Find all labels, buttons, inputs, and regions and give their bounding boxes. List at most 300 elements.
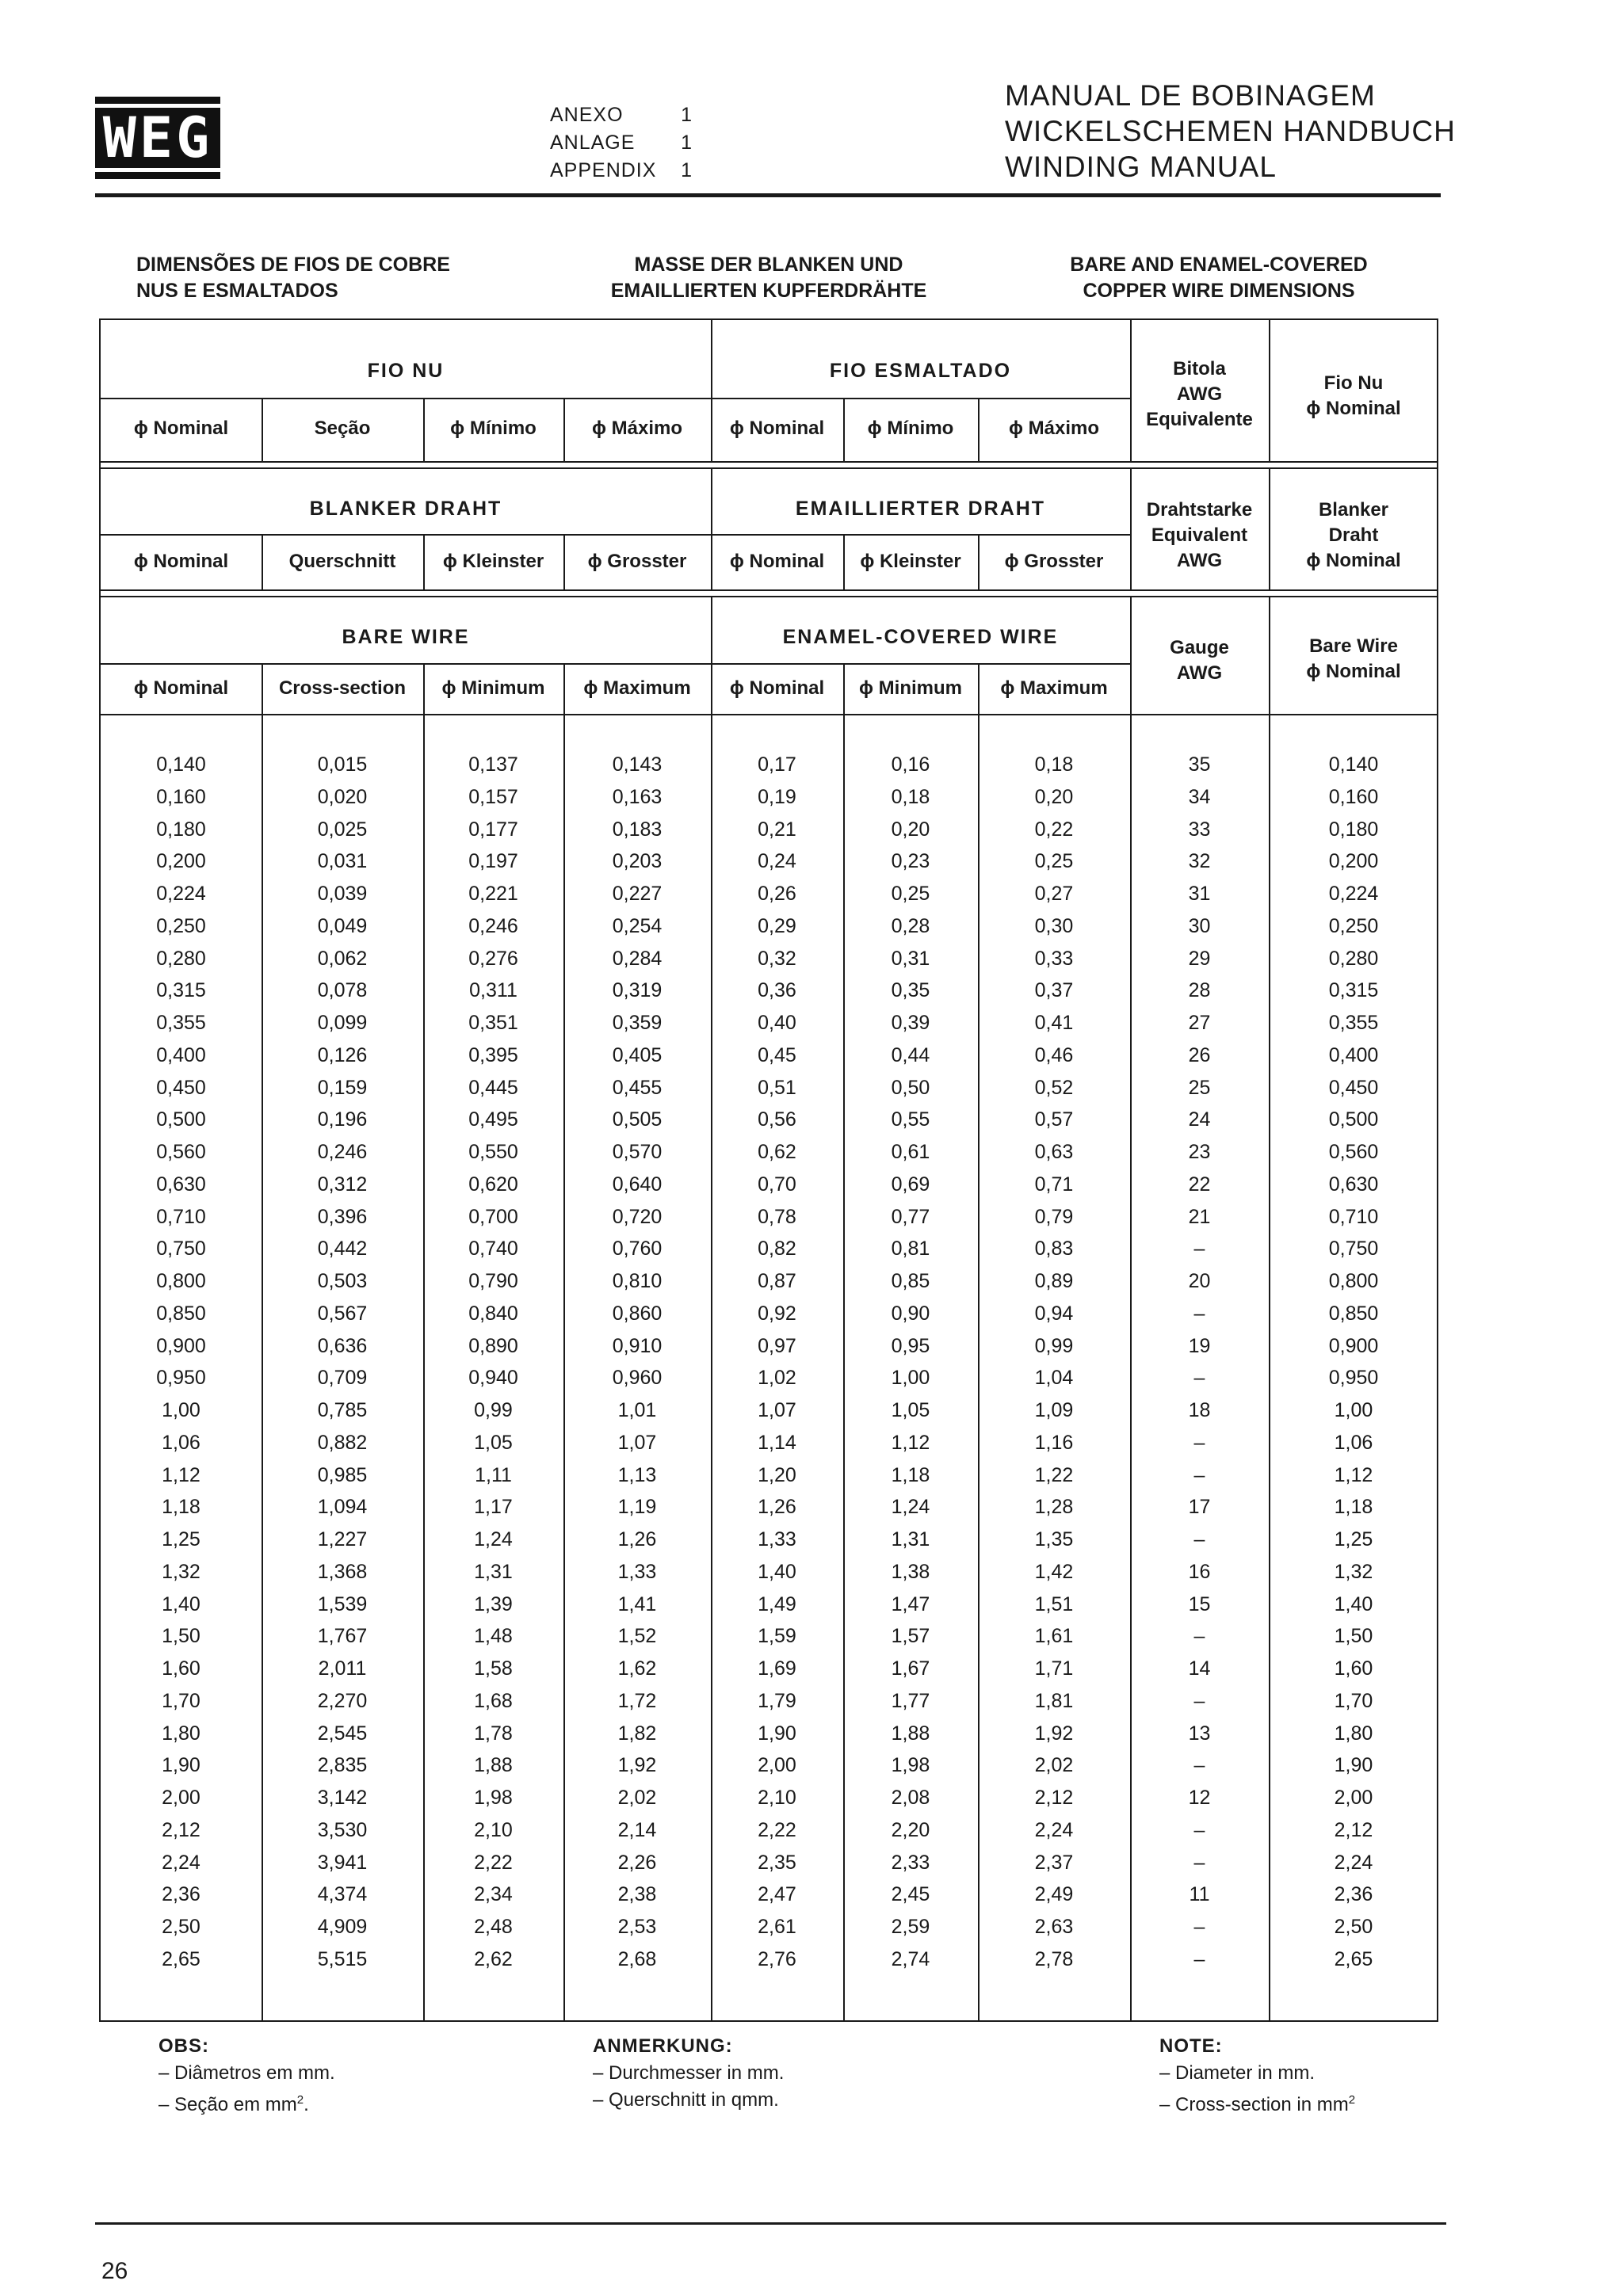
cell-enamel-nominal: 0,40 — [758, 1012, 796, 1034]
header-rule — [95, 193, 1441, 197]
cell-enamel-nominal: 1,49 — [758, 1592, 796, 1615]
note-title: NOTE: — [1159, 2035, 1223, 2057]
note-line: – Diameter in mm. — [1159, 2062, 1316, 2084]
header-line: Equivalent — [1151, 524, 1248, 546]
cell-bare-wire-nominal: 0,450 — [1328, 1076, 1379, 1099]
table-row — [101, 1072, 1437, 1104]
annex-number: 1 — [681, 104, 693, 126]
cell-cross-section: 0,078 — [317, 979, 368, 1002]
cell-bare-wire-nominal: 0,710 — [1328, 1205, 1379, 1228]
cell-enamel-nominal: 0,19 — [758, 785, 796, 808]
cell-enamel-nominal: 0,32 — [758, 947, 796, 970]
cell-bare-nominal: 0,315 — [156, 979, 206, 1002]
cell-enamel-minimum: 0,31 — [891, 947, 930, 970]
cell-bare-nominal: 1,32 — [162, 1560, 200, 1583]
cell-bare-nominal: 0,500 — [156, 1108, 206, 1131]
cell-cross-section: 4,374 — [317, 1883, 368, 1906]
note-title: OBS: — [158, 2035, 209, 2057]
cell-bare-nominal: 1,60 — [162, 1657, 200, 1680]
cell-bare-nominal: 1,18 — [162, 1496, 200, 1519]
table-row — [101, 974, 1437, 1007]
cell-bare-maximum: 2,14 — [617, 1818, 657, 1841]
cell-enamel-minimum: 1,47 — [891, 1592, 930, 1615]
cell-bare-wire-nominal: 0,400 — [1328, 1043, 1379, 1066]
col-header: ϕ Nominal — [133, 551, 229, 572]
cell-enamel-nominal: 1,90 — [758, 1722, 796, 1745]
cell-enamel-minimum: 1,38 — [891, 1560, 930, 1583]
manual-title — [1005, 78, 1456, 185]
cell-bare-nominal: 2,36 — [162, 1883, 200, 1906]
table-row — [101, 1718, 1437, 1750]
cell-bare-wire-nominal: 2,12 — [1334, 1818, 1373, 1841]
header-separator — [101, 589, 1437, 597]
cell-bare-nominal: 0,180 — [156, 818, 206, 841]
cell-bare-wire-nominal: 1,32 — [1334, 1560, 1373, 1583]
cell-bare-maximum: 0,720 — [612, 1205, 663, 1228]
group-header-right: EMAILLIERTER DRAHT — [795, 498, 1046, 520]
cell-enamel-minimum: 1,31 — [891, 1528, 930, 1550]
cell-enamel-maximum: 0,25 — [1034, 850, 1074, 873]
cell-enamel-minimum: 0,50 — [891, 1076, 930, 1099]
cell-bare-wire-nominal: 1,25 — [1334, 1528, 1373, 1550]
cell-bare-wire-nominal: 1,06 — [1334, 1431, 1373, 1454]
cell-awg-gauge: – — [1193, 1689, 1205, 1712]
cell-enamel-maximum: 2,37 — [1034, 1851, 1074, 1874]
cell-bare-minimum: 2,62 — [474, 1947, 513, 1970]
note-superscript: 2 — [296, 2093, 304, 2107]
annex-label: ANEXO — [550, 104, 624, 126]
cell-bare-minimum: 1,78 — [474, 1722, 513, 1745]
table-row — [101, 1427, 1437, 1459]
subtitle-line: BARE AND ENAMEL-COVERED — [1070, 254, 1368, 276]
cell-cross-section: 0,039 — [317, 883, 368, 905]
col-header: ϕ Máximo — [591, 418, 682, 439]
cell-bare-nominal: 0,400 — [156, 1043, 206, 1066]
cell-bare-wire-nominal: 0,160 — [1328, 785, 1379, 808]
cell-enamel-maximum: 0,41 — [1034, 1012, 1074, 1034]
cell-enamel-maximum: 1,61 — [1034, 1625, 1074, 1648]
cell-bare-wire-nominal: 0,355 — [1328, 1012, 1379, 1034]
cell-bare-wire-nominal: 1,12 — [1334, 1463, 1373, 1486]
logo-bar-bottom — [95, 172, 220, 179]
cell-cross-section: 0,049 — [317, 914, 368, 937]
cell-cross-section: 0,099 — [317, 1012, 368, 1034]
cell-cross-section: 2,011 — [318, 1657, 367, 1680]
cell-enamel-maximum: 0,27 — [1034, 883, 1074, 905]
cell-bare-maximum: 0,810 — [612, 1270, 663, 1292]
cell-bare-maximum: 0,455 — [612, 1076, 663, 1099]
cell-enamel-maximum: 0,94 — [1034, 1302, 1074, 1325]
cell-bare-wire-nominal: 1,00 — [1334, 1399, 1373, 1421]
cell-cross-section: 1,227 — [317, 1528, 368, 1550]
row-divider — [101, 398, 1130, 399]
cell-cross-section: 0,020 — [317, 785, 368, 808]
cell-bare-maximum: 0,910 — [612, 1334, 663, 1357]
cell-enamel-minimum: 1,57 — [891, 1625, 930, 1648]
cell-cross-section: 0,196 — [317, 1108, 368, 1131]
cell-enamel-minimum: 0,35 — [891, 979, 930, 1002]
cell-cross-section: 3,530 — [317, 1818, 368, 1841]
cell-bare-nominal: 0,560 — [156, 1141, 206, 1163]
cell-bare-maximum: 1,01 — [617, 1399, 657, 1421]
cell-enamel-maximum: 2,63 — [1034, 1916, 1074, 1938]
cell-bare-minimum: 0,550 — [468, 1141, 518, 1163]
cell-enamel-nominal: 0,17 — [758, 753, 796, 776]
cell-awg-gauge: 35 — [1188, 753, 1211, 776]
cell-bare-maximum: 2,53 — [617, 1916, 657, 1938]
cell-awg-gauge: 31 — [1188, 883, 1211, 905]
cell-bare-wire-nominal: 2,65 — [1334, 1947, 1373, 1970]
cell-enamel-maximum: 0,99 — [1034, 1334, 1074, 1357]
cell-bare-minimum: 2,48 — [474, 1916, 513, 1938]
table-row — [101, 1524, 1437, 1556]
cell-enamel-maximum: 2,24 — [1034, 1818, 1074, 1841]
header-line: AWG — [1176, 550, 1223, 571]
cell-cross-section: 0,031 — [317, 850, 368, 873]
col-header: ϕ Grosster — [1004, 551, 1104, 572]
cell-bare-wire-nominal: 0,200 — [1328, 850, 1379, 873]
header-line: Blanker — [1318, 499, 1389, 521]
cell-cross-section: 0,062 — [317, 947, 368, 970]
cell-bare-minimum: 0,137 — [468, 753, 518, 776]
table-row — [101, 1298, 1437, 1330]
header-line: Draht — [1328, 524, 1379, 546]
cell-bare-minimum: 0,495 — [468, 1108, 518, 1131]
cell-bare-maximum: 1,07 — [617, 1431, 657, 1454]
cell-enamel-minimum: 2,08 — [891, 1787, 930, 1809]
cell-bare-wire-nominal: 0,950 — [1328, 1367, 1379, 1390]
cell-enamel-nominal: 1,33 — [758, 1528, 796, 1550]
cell-enamel-minimum: 2,20 — [891, 1818, 930, 1841]
cell-cross-section: 0,312 — [317, 1173, 368, 1196]
annex-line-en — [550, 157, 693, 185]
cell-bare-wire-nominal: 0,315 — [1328, 979, 1379, 1002]
col-header: ϕ Nominal — [729, 551, 825, 572]
cell-enamel-minimum: 0,23 — [891, 850, 930, 873]
note-superscript: 2 — [1348, 2093, 1356, 2107]
cell-cross-section: 5,515 — [317, 1947, 368, 1970]
cell-bare-minimum: 2,34 — [474, 1883, 513, 1906]
cell-bare-maximum: 1,19 — [617, 1496, 657, 1519]
cell-enamel-maximum: 1,81 — [1034, 1689, 1074, 1712]
note-line — [1159, 2087, 1355, 2119]
cell-cross-section: 0,442 — [317, 1238, 368, 1261]
cell-bare-minimum: 0,99 — [474, 1399, 513, 1421]
wire-dimensions-table — [99, 318, 1438, 2022]
cell-enamel-nominal: 2,00 — [758, 1754, 796, 1777]
col-header: ϕ Nominal — [729, 677, 825, 699]
header-line: Bare Wire — [1309, 635, 1398, 657]
cell-bare-minimum: 0,395 — [468, 1043, 518, 1066]
table-row — [101, 1685, 1437, 1718]
cell-awg-gauge: – — [1193, 1851, 1205, 1874]
cell-cross-section: 0,246 — [317, 1141, 368, 1163]
cell-bare-minimum: 0,276 — [468, 947, 518, 970]
cell-cross-section: 0,396 — [317, 1205, 368, 1228]
cell-bare-maximum: 0,570 — [612, 1141, 663, 1163]
subtitle-line: DIMENSÕES DE FIOS DE COBRE — [136, 254, 450, 276]
annex-label: ANLAGE — [550, 132, 636, 154]
cell-enamel-minimum: 2,33 — [891, 1851, 930, 1874]
cell-enamel-minimum: 0,18 — [891, 785, 930, 808]
cell-bare-minimum: 0,790 — [468, 1270, 518, 1292]
cell-enamel-minimum: 1,98 — [891, 1754, 930, 1777]
cell-cross-section: 0,503 — [317, 1270, 368, 1292]
table-row — [101, 1362, 1437, 1394]
annex-label: APPENDIX — [550, 159, 657, 181]
table-row — [101, 1556, 1437, 1589]
cell-bare-nominal: 2,00 — [162, 1787, 200, 1809]
subtitle-line: COPPER WIRE DIMENSIONS — [1083, 280, 1355, 302]
manual-title-de: WICKELSCHEMEN HANDBUCH — [1005, 115, 1456, 147]
cell-enamel-nominal: 1,26 — [758, 1496, 796, 1519]
cell-bare-minimum: 0,157 — [468, 785, 518, 808]
cell-cross-section: 2,835 — [317, 1754, 368, 1777]
cell-bare-minimum: 1,88 — [474, 1754, 513, 1777]
cell-enamel-nominal: 2,61 — [758, 1916, 796, 1938]
cell-awg-gauge: 16 — [1188, 1560, 1211, 1583]
cell-awg-gauge: – — [1193, 1528, 1205, 1550]
note-line: – Diâmetros em mm. — [158, 2062, 335, 2084]
cell-enamel-minimum: 0,28 — [891, 914, 930, 937]
table-row — [101, 1007, 1437, 1039]
table-row — [101, 1201, 1437, 1234]
cell-bare-maximum: 0,284 — [612, 947, 663, 970]
table-row — [101, 845, 1437, 878]
cell-enamel-minimum: 0,69 — [891, 1173, 930, 1196]
cell-bare-minimum: 0,351 — [468, 1012, 518, 1034]
cell-enamel-maximum: 0,46 — [1034, 1043, 1074, 1066]
cell-enamel-maximum: 2,78 — [1034, 1947, 1074, 1970]
table-row — [101, 1394, 1437, 1427]
cell-bare-maximum: 1,82 — [617, 1722, 657, 1745]
cell-bare-nominal: 1,00 — [162, 1399, 200, 1421]
cell-awg-gauge: 18 — [1188, 1399, 1211, 1421]
col-header-awg — [1130, 498, 1269, 574]
cell-enamel-nominal: 0,36 — [758, 979, 796, 1002]
cell-enamel-nominal: 0,26 — [758, 883, 796, 905]
cell-enamel-maximum: 1,35 — [1034, 1528, 1074, 1550]
cell-enamel-minimum: 0,77 — [891, 1205, 930, 1228]
cell-enamel-maximum: 0,89 — [1034, 1270, 1074, 1292]
cell-enamel-nominal: 0,78 — [758, 1205, 796, 1228]
cell-bare-maximum: 1,13 — [617, 1463, 657, 1486]
header-line: AWG — [1176, 662, 1223, 684]
table-row — [101, 1459, 1437, 1492]
cell-bare-maximum: 0,203 — [612, 850, 663, 873]
subtitle-pt — [136, 252, 450, 304]
cell-awg-gauge: 13 — [1188, 1722, 1211, 1745]
header-line: ϕ Nominal — [1306, 550, 1401, 571]
table-row — [101, 1878, 1437, 1911]
col-header-awg — [1130, 635, 1269, 686]
col-header: ϕ Máximo — [1008, 418, 1099, 439]
cell-bare-minimum: 1,31 — [474, 1560, 513, 1583]
cell-enamel-maximum: 0,22 — [1034, 818, 1074, 841]
cell-enamel-minimum: 0,16 — [891, 753, 930, 776]
col-header: ϕ Grosster — [587, 551, 687, 572]
table-row — [101, 1653, 1437, 1685]
header-line: ϕ Nominal — [1306, 398, 1401, 419]
note-de — [593, 2033, 784, 2114]
cell-bare-nominal: 2,24 — [162, 1851, 200, 1874]
cell-cross-section: 1,767 — [317, 1625, 368, 1648]
cell-bare-wire-nominal: 1,50 — [1334, 1625, 1373, 1648]
header-line: Equivalente — [1146, 409, 1253, 430]
cell-enamel-nominal: 1,59 — [758, 1625, 796, 1648]
cell-enamel-maximum: 1,28 — [1034, 1496, 1074, 1519]
cell-bare-wire-nominal: 2,24 — [1334, 1851, 1373, 1874]
header-block-de — [101, 469, 1437, 589]
cell-bare-wire-nominal: 2,50 — [1334, 1916, 1373, 1938]
cell-enamel-nominal: 0,82 — [758, 1238, 796, 1261]
cell-bare-maximum: 0,319 — [612, 979, 663, 1002]
cell-enamel-minimum: 1,67 — [891, 1657, 930, 1680]
cell-bare-wire-nominal: 0,280 — [1328, 947, 1379, 970]
cell-enamel-minimum: 1,00 — [891, 1367, 930, 1390]
cell-cross-section: 1,368 — [317, 1560, 368, 1583]
cell-enamel-nominal: 1,79 — [758, 1689, 796, 1712]
cell-bare-wire-nominal: 2,00 — [1334, 1787, 1373, 1809]
col-header: ϕ Nominal — [133, 677, 229, 699]
cell-cross-section: 0,015 — [317, 753, 368, 776]
cell-enamel-maximum: 2,49 — [1034, 1883, 1074, 1906]
table-row — [101, 1589, 1437, 1621]
cell-bare-nominal: 1,70 — [162, 1689, 200, 1712]
cell-enamel-minimum: 2,45 — [891, 1883, 930, 1906]
cell-bare-minimum: 0,221 — [468, 883, 518, 905]
footer-rule — [95, 2222, 1446, 2225]
cell-enamel-maximum: 0,57 — [1034, 1108, 1074, 1131]
cell-awg-gauge: 17 — [1188, 1496, 1211, 1519]
table-row — [101, 943, 1437, 975]
cell-awg-gauge: – — [1193, 1367, 1205, 1390]
cell-bare-nominal: 0,224 — [156, 883, 206, 905]
cell-bare-minimum: 1,98 — [474, 1787, 513, 1809]
cell-bare-maximum: 0,960 — [612, 1367, 663, 1390]
col-header-bare-nominal — [1269, 498, 1438, 574]
cell-enamel-nominal: 0,45 — [758, 1043, 796, 1066]
cell-cross-section: 0,567 — [317, 1302, 368, 1325]
table-row — [101, 1782, 1437, 1814]
cell-bare-minimum: 0,620 — [468, 1173, 518, 1196]
cell-awg-gauge: 25 — [1188, 1076, 1211, 1099]
col-header: ϕ Kleinster — [442, 551, 544, 572]
table-row — [101, 749, 1437, 781]
cell-bare-nominal: 1,12 — [162, 1463, 200, 1486]
col-header-awg — [1130, 357, 1269, 433]
cell-bare-maximum: 0,860 — [612, 1302, 663, 1325]
cell-bare-wire-nominal: 0,750 — [1328, 1238, 1379, 1261]
cell-bare-wire-nominal: 0,224 — [1328, 883, 1379, 905]
cell-bare-nominal: 0,630 — [156, 1173, 206, 1196]
cell-enamel-maximum: 1,04 — [1034, 1367, 1074, 1390]
page-number: 26 — [101, 2258, 128, 2284]
col-header: ϕ Maximum — [1000, 677, 1108, 699]
annex-number: 1 — [681, 159, 693, 181]
cell-bare-wire-nominal: 0,850 — [1328, 1302, 1379, 1325]
cell-bare-wire-nominal: 0,500 — [1328, 1108, 1379, 1131]
cell-bare-minimum: 1,39 — [474, 1592, 513, 1615]
cell-enamel-nominal: 1,14 — [758, 1431, 796, 1454]
col-header: ϕ Nominal — [729, 418, 825, 439]
cell-enamel-nominal: 0,97 — [758, 1334, 796, 1357]
cell-enamel-nominal: 1,40 — [758, 1560, 796, 1583]
cell-bare-minimum: 0,890 — [468, 1334, 518, 1357]
cell-enamel-nominal: 1,02 — [758, 1367, 796, 1390]
cell-cross-section: 3,941 — [317, 1851, 368, 1874]
cell-enamel-maximum: 1,51 — [1034, 1592, 1074, 1615]
cell-enamel-nominal: 0,70 — [758, 1173, 796, 1196]
annex-block — [550, 101, 693, 185]
cell-bare-minimum: 1,24 — [474, 1528, 513, 1550]
group-header-left: FIO NU — [367, 360, 445, 382]
cell-bare-wire-nominal: 1,18 — [1334, 1496, 1373, 1519]
cell-awg-gauge: – — [1193, 1302, 1205, 1325]
cell-bare-maximum: 1,26 — [617, 1528, 657, 1550]
cell-enamel-maximum: 0,79 — [1034, 1205, 1074, 1228]
cell-bare-maximum: 1,72 — [617, 1689, 657, 1712]
note-line — [158, 2087, 335, 2119]
cell-cross-section: 3,142 — [317, 1787, 368, 1809]
cell-bare-minimum: 0,840 — [468, 1302, 518, 1325]
cell-bare-maximum: 0,163 — [612, 785, 663, 808]
cell-bare-minimum: 0,940 — [468, 1367, 518, 1390]
cell-bare-maximum: 0,143 — [612, 753, 663, 776]
cell-cross-section: 0,025 — [317, 818, 368, 841]
col-header: ϕ Mínimo — [867, 418, 954, 439]
cell-enamel-nominal: 2,22 — [758, 1818, 796, 1841]
cell-enamel-maximum: 1,09 — [1034, 1399, 1074, 1421]
cell-bare-nominal: 0,355 — [156, 1012, 206, 1034]
note-text: – Cross-section in mm — [1159, 2094, 1349, 2115]
col-header: Cross-section — [278, 677, 407, 699]
cell-bare-maximum: 0,505 — [612, 1108, 663, 1131]
cell-bare-minimum: 0,311 — [469, 979, 517, 1002]
cell-bare-wire-nominal: 0,560 — [1328, 1141, 1379, 1163]
cell-bare-maximum: 1,62 — [617, 1657, 657, 1680]
subtitle-line: MASSE DER BLANKEN UND — [634, 254, 903, 276]
cell-enamel-minimum: 1,18 — [891, 1463, 930, 1486]
cell-enamel-minimum: 1,88 — [891, 1722, 930, 1745]
annex-number: 1 — [681, 132, 693, 154]
cell-enamel-nominal: 2,35 — [758, 1851, 796, 1874]
cell-bare-nominal: 0,140 — [156, 753, 206, 776]
cell-bare-nominal: 1,80 — [162, 1722, 200, 1745]
cell-cross-section: 0,709 — [317, 1367, 368, 1390]
cell-bare-wire-nominal: 0,630 — [1328, 1173, 1379, 1196]
note-title: ANMERKUNG: — [593, 2035, 733, 2057]
cell-bare-minimum: 0,197 — [468, 850, 518, 873]
cell-enamel-maximum: 0,18 — [1034, 753, 1074, 776]
col-header: Seção — [314, 418, 371, 439]
cell-bare-maximum: 2,02 — [617, 1787, 657, 1809]
cell-bare-maximum: 1,52 — [617, 1625, 657, 1648]
cell-awg-gauge: 20 — [1188, 1270, 1211, 1292]
subtitle-line: EMAILLIERTEN KUPFERDRÄHTE — [610, 280, 927, 302]
table-body — [101, 714, 1437, 1976]
cell-awg-gauge: – — [1193, 1625, 1205, 1648]
note-pt — [158, 2033, 335, 2119]
header-line: Drahtstarke — [1146, 499, 1253, 521]
cell-enamel-minimum: 1,12 — [891, 1431, 930, 1454]
cell-awg-gauge: 28 — [1188, 979, 1211, 1002]
cell-bare-minimum: 2,22 — [474, 1851, 513, 1874]
cell-awg-gauge: 15 — [1188, 1592, 1211, 1615]
cell-enamel-nominal: 0,87 — [758, 1270, 796, 1292]
weg-logo — [95, 97, 220, 179]
cell-bare-maximum: 0,640 — [612, 1173, 663, 1196]
